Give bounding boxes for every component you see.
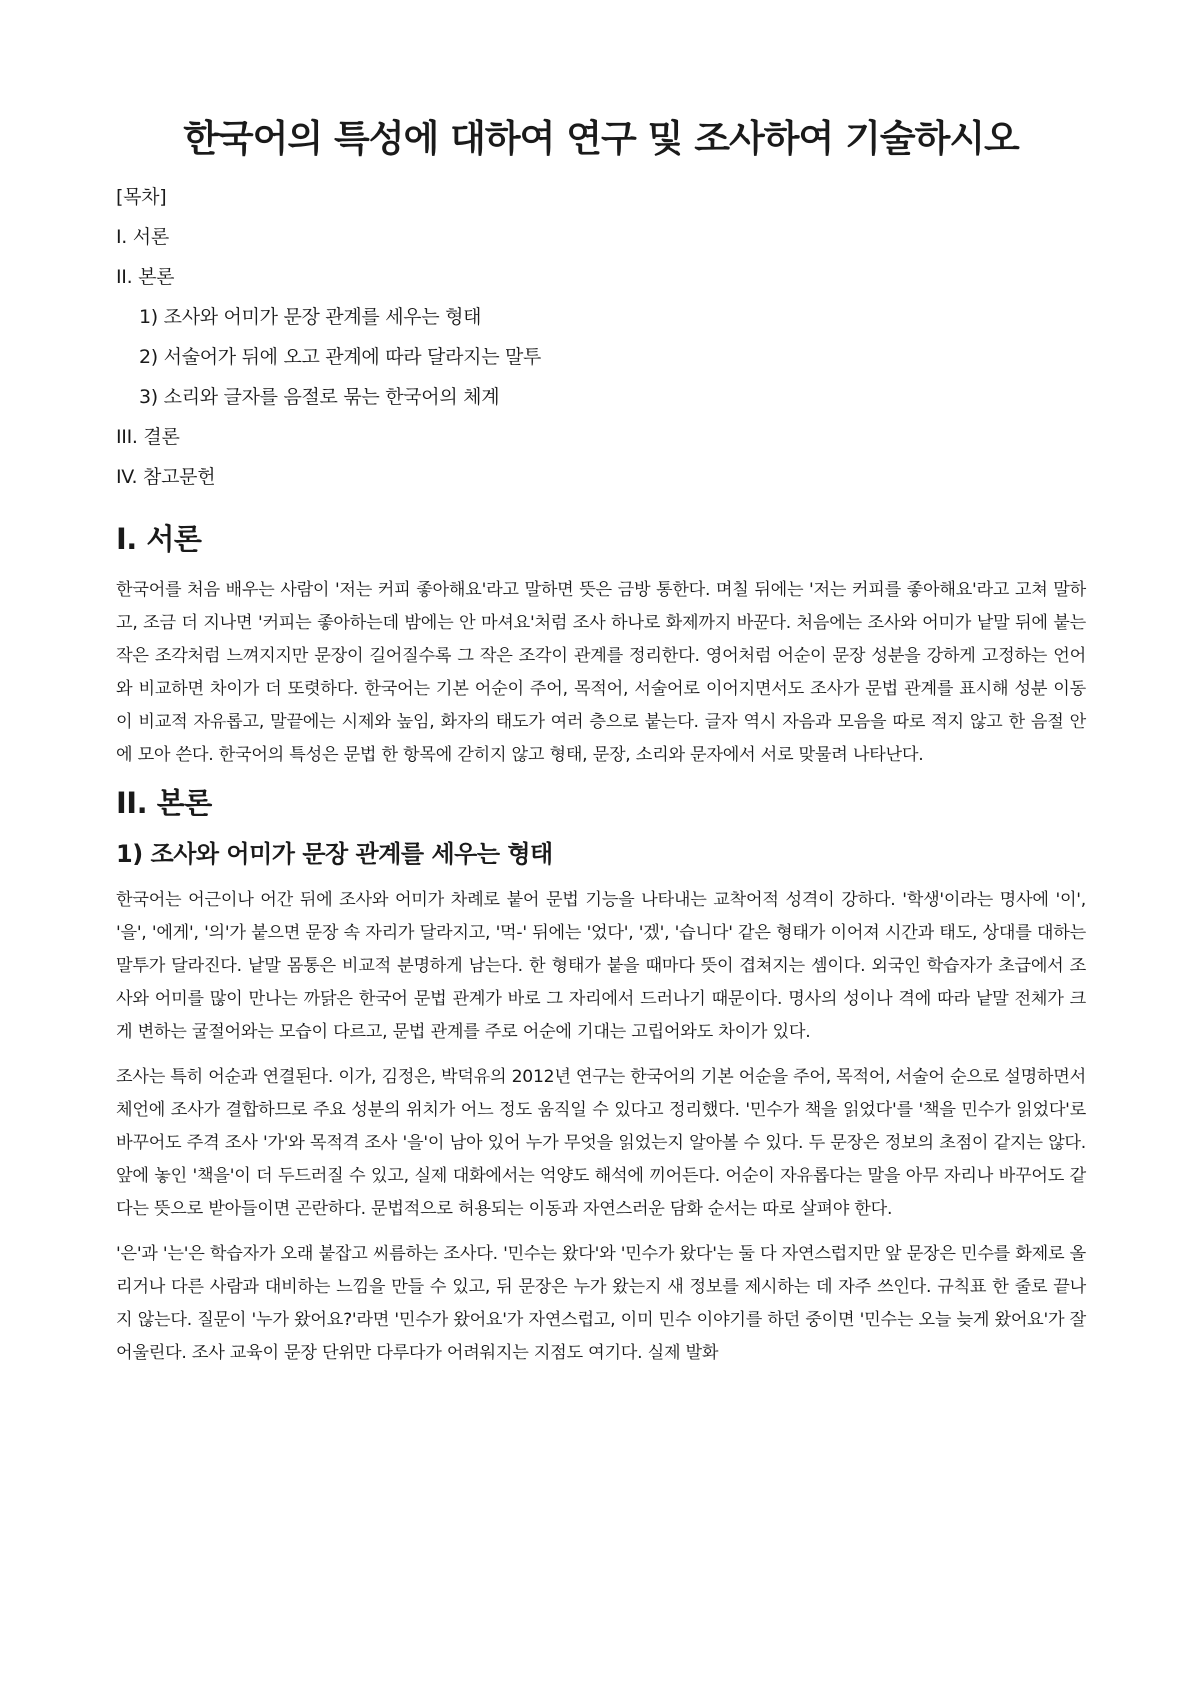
toc-item-references: IV. 참고문헌: [116, 466, 216, 489]
toc-heading: [목차]: [116, 186, 167, 209]
toc-item-body-3: 3) 소리와 글자를 음절로 묶는 한국어의 체계: [139, 386, 500, 409]
table-of-contents: [116, 184, 1086, 490]
body-paragraph-2: 조사는 특히 어순과 연결된다. 이가, 김정은, 박덕유의 2012년 연구는 한국어의 기본 어순을 주어, 목적어, 서술어 순으로 설명하면서 체언에 조사가 결합하므로 주요 성분의 위치가 어느 정도 움직일 수 있다고 정리했다. '민수가 책을 읽었다'를 '책을 민수가 읽었다'로 바꾸어도 주격 조사 '가'와 목적격 조사 '을'이 남아 있어 누가 무엇을 읽었는지 알아볼 수 있다. 두 문장은 정보의 초점이 같지는 않다. 앞에 놓인 '책을'이 더 두드러질 수 있고, 실제 대화에서는 억양도 해석에 끼어든다. 어순이 자유롭다는 말을 아무 자리나 바꾸어도 같다는 뜻으로 받아들이면 곤란하다. 문법적으로 허용되는 이동과 자연스러운 담화 순서는 따로 살펴야 한다.: [116, 1067, 1086, 1220]
section-heading-body: II. 본론: [116, 786, 212, 821]
toc-item-body: II. 본론: [116, 266, 175, 289]
body-paragraph-1: 한국어는 어근이나 어간 뒤에 조사와 어미가 차례로 붙어 문법 기능을 나타내는 교착어적 성격이 강하다. '학생'이라는 명사에 '이', '을', '에게', '의'가 붙으면 문장 속 자리가 달라지고, '먹-' 뒤에는 '었다', '겠', '습니다' 같은 형태가 이어져 시간과 태도, 상대를 대하는 말투가 달라진다. 낱말 몸통은 비교적 분명하게 남는다. 한 형태가 붙을 때마다 뜻이 겹쳐지는 셈이다. 외국인 학습자가 초급에서 조사와 어미를 많이 만나는 까닭은 한국어 문법 관계가 바로 그 자리에서 드러나기 때문이다. 명사의 성이나 격에 따라 낱말 전체가 크게 변하는 굴절어와는 모습이 다르고, 문법 관계를 주로 어순에 기대는 고립어와도 차이가 있다.: [116, 890, 1086, 1043]
toc-item-intro: I. 서론: [116, 226, 169, 249]
body-paragraph-3: '은'과 '는'은 학습자가 오래 붙잡고 씨름하는 조사다. '민수는 왔다'와 '민수가 왔다'는 둘 다 자연스럽지만 앞 문장은 민수를 화제로 올리거나 다른 사람과 대비하는 느낌을 만들 수 있고, 뒤 문장은 누가 왔는지 새 정보를 제시하는 데 자주 쓰인다. 규칙표 한 줄로 끝나지 않는다. 질문이 '누가 왔어요?'라면 '민수가 왔어요'가 자연스럽고, 이미 민수 이야기를 하던 중이면 '민수는 오늘 늦게 왔어요'가 잘 어울린다. 조사 교육이 문장 단위만 다루다가 어려워지는 지점도 여기다. 실제 발화: [116, 1244, 1086, 1364]
subsection-heading-1: 1) 조사와 어미가 문장 관계를 세우는 형태: [116, 840, 553, 869]
toc-item-conclusion: III. 결론: [116, 426, 180, 449]
section-heading-intro: I. 서론: [116, 522, 202, 557]
intro-paragraph: 한국어를 처음 배우는 사람이 '저는 커피 좋아해요'라고 말하면 뜻은 금방 통한다. 며칠 뒤에는 '저는 커피를 좋아해요'라고 고쳐 말하고, 조금 더 지나면 '커피는 좋아하는데 밤에는 안 마셔요'처럼 조사 하나로 화제까지 바꾼다. 처음에는 조사와 어미가 낱말 뒤에 붙는 작은 조각처럼 느껴지지만 문장이 길어질수록 그 작은 조각이 관계를 정리한다. 영어처럼 어순이 문장 성분을 강하게 고정하는 언어와 비교하면 차이가 더 또렷하다. 한국어는 기본 어순이 주어, 목적어, 서술어로 이어지면서도 조사가 문법 관계를 표시해 성분 이동이 비교적 자유롭고, 말끝에는 시제와 높임, 화자의 태도가 여러 층으로 붙는다. 글자 역시 자음과 모음을 따로 적지 않고 한 음절 안에 모아 쓴다. 한국어의 특성은 문법 한 항목에 갇히지 않고 형태, 문장, 소리와 문자에서 서로 맞물려 나타난다.: [116, 580, 1086, 766]
document-title: 한국어의 특성에 대하여 연구 및 조사하여 기술하시오: [183, 117, 1019, 160]
toc-item-body-1: 1) 조사와 어미가 문장 관계를 세우는 형태: [139, 306, 482, 329]
toc-item-body-2: 2) 서술어가 뒤에 오고 관계에 따라 달라지는 말투: [139, 346, 542, 369]
